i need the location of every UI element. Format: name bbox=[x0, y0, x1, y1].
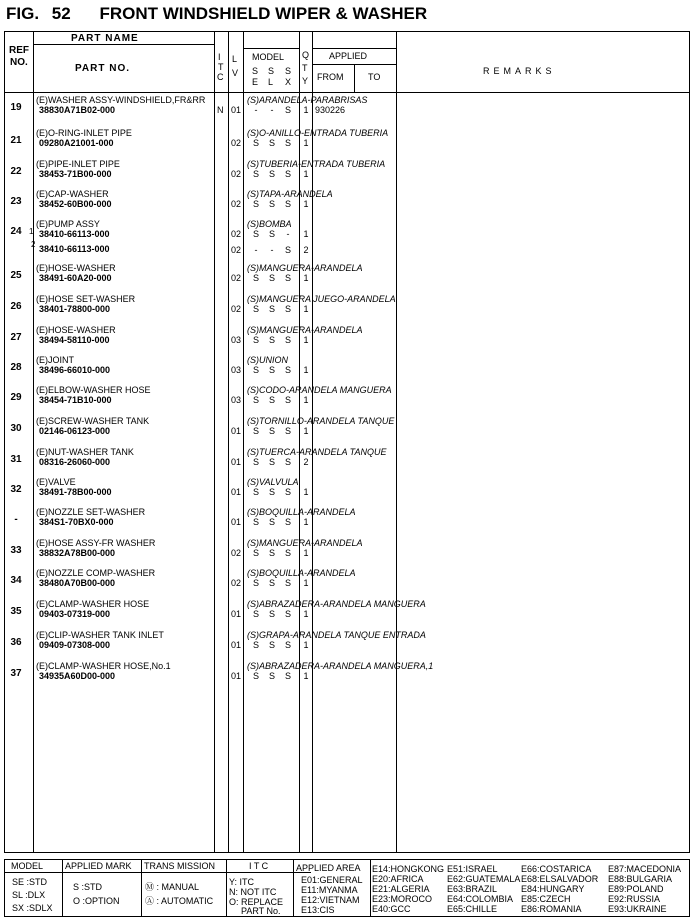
part-number: 09409-07308-000 bbox=[39, 640, 111, 650]
ref-header: REF bbox=[9, 45, 29, 56]
legend-area-item: E88:BULGARIA bbox=[608, 874, 673, 884]
qty-value: 1 bbox=[303, 229, 309, 239]
ref-number: 35 bbox=[10, 606, 22, 617]
part-name: (E)NUT-WASHER TANK bbox=[36, 447, 134, 457]
qty-value: 1 bbox=[303, 335, 309, 345]
model-mark: - bbox=[270, 105, 274, 115]
model-mark: S bbox=[268, 304, 275, 314]
table-row bbox=[5, 127, 689, 157]
model-code-x: X bbox=[285, 77, 292, 87]
legend-area-item: E65:CHILLE bbox=[447, 904, 498, 914]
qty-value: 1 bbox=[303, 517, 309, 527]
qty-header-y: Y bbox=[302, 76, 309, 86]
ref-number: 34 bbox=[10, 575, 22, 586]
remark: (S)MANGUERA JUEGO-ARANDELA bbox=[247, 294, 396, 304]
table-row bbox=[5, 446, 689, 476]
model-mark: S bbox=[284, 457, 291, 467]
part-number: 02146-06123-000 bbox=[39, 426, 111, 436]
model-mark: S bbox=[268, 395, 275, 405]
ref-number: 19 bbox=[10, 102, 22, 113]
table-row bbox=[5, 660, 689, 690]
table-row bbox=[5, 218, 689, 255]
lv-value: 02 bbox=[231, 273, 242, 283]
table-row bbox=[5, 598, 689, 628]
legend-area-header: APPLIED AREA bbox=[296, 863, 361, 873]
qty-value: 1 bbox=[303, 426, 309, 436]
part-number: 38480A70B00-000 bbox=[39, 578, 116, 588]
part-no-header: PART NO. bbox=[75, 63, 131, 74]
part-name: (E)ELBOW-WASHER HOSE bbox=[36, 385, 151, 395]
lv-value: 01 bbox=[231, 609, 242, 619]
remark: (S)MANGUERA-ARANDELA bbox=[247, 325, 363, 335]
ref-number: 27 bbox=[10, 332, 22, 343]
model-mark: S bbox=[284, 273, 291, 283]
table-row bbox=[5, 262, 689, 292]
lv-value: 03 bbox=[231, 335, 242, 345]
lv-value: 02 bbox=[231, 199, 242, 209]
model-mark: S bbox=[284, 335, 291, 345]
legend-area-item: E62:GUATEMALA bbox=[447, 874, 521, 884]
part-number: 38410-66113-000 bbox=[39, 229, 110, 239]
model-mark: S bbox=[268, 640, 275, 650]
model-mark: S bbox=[268, 517, 275, 527]
fig-number: 52 bbox=[51, 4, 71, 23]
parts-table bbox=[4, 31, 690, 853]
lv-value: 02 bbox=[231, 548, 242, 558]
model-mark: S bbox=[284, 426, 291, 436]
lv-value: 03 bbox=[231, 365, 242, 375]
table-row bbox=[5, 94, 689, 124]
model-mark: S bbox=[268, 426, 275, 436]
to-header: TO bbox=[368, 72, 381, 82]
qty-value: 1 bbox=[303, 640, 309, 650]
part-number: 38491-60A20-000 bbox=[39, 273, 112, 283]
legend-box bbox=[4, 859, 690, 917]
model-mark: S bbox=[284, 365, 291, 375]
legend-trans-auto: Ⓐ : AUTOMATIC bbox=[145, 896, 214, 906]
lv-value: 02 bbox=[231, 229, 242, 239]
remark: (S)GRAPA-ARANDELA TANQUE ENTRADA bbox=[247, 630, 426, 640]
part-number: 38454-71B10-000 bbox=[39, 395, 112, 405]
ref-number: 23 bbox=[10, 196, 22, 207]
model-mark: S bbox=[268, 199, 275, 209]
model-mark: S bbox=[268, 169, 275, 179]
model-mark: S bbox=[268, 138, 275, 148]
remark: (S)TUERCA-ARANDELA TANQUE bbox=[247, 447, 387, 457]
part-number: 38491-78B00-000 bbox=[39, 487, 112, 497]
remarks-header: REMARKS bbox=[483, 66, 556, 76]
legend-area-item: E86:ROMANIA bbox=[521, 904, 582, 914]
remark: (S)O-ANILLO-ENTRADA TUBERIA bbox=[247, 128, 389, 138]
lv-value: 02 bbox=[231, 304, 242, 314]
lv-value: 01 bbox=[231, 487, 242, 497]
model-mark: S bbox=[284, 578, 291, 588]
model-mark: S bbox=[252, 169, 259, 179]
lv-header-v: V bbox=[232, 68, 239, 78]
model-header: MODEL bbox=[252, 52, 285, 62]
remark: (S)UNION bbox=[247, 355, 288, 365]
lv-value: 02 bbox=[231, 245, 242, 255]
table-row bbox=[5, 629, 689, 659]
ref-number: - bbox=[14, 514, 18, 525]
model-mark: S bbox=[284, 671, 291, 681]
model-mark: S bbox=[252, 457, 259, 467]
model-mark: S bbox=[284, 640, 291, 650]
table-row bbox=[5, 567, 689, 597]
model-mark: - bbox=[286, 229, 290, 239]
qty-value: 1 bbox=[303, 105, 309, 115]
ref-no-header: NO. bbox=[10, 57, 28, 68]
table-row bbox=[5, 188, 689, 218]
legend-model-header: MODEL bbox=[11, 861, 44, 871]
model-mark: - bbox=[254, 245, 258, 255]
ref-number: 21 bbox=[10, 135, 22, 146]
model-mark: S bbox=[252, 640, 259, 650]
model-mark: S bbox=[268, 578, 275, 588]
remark: (S)BOQUILLA-ARANDELA bbox=[247, 507, 356, 517]
model-mark: S bbox=[252, 273, 259, 283]
table-row bbox=[5, 384, 689, 414]
legend-area-item: E40:GCC bbox=[372, 904, 411, 914]
legend-itc-header: I T C bbox=[249, 861, 269, 871]
model-mark: S bbox=[284, 105, 291, 115]
qty-header-t: T bbox=[302, 63, 308, 73]
legend-model-se: SE :STD bbox=[12, 877, 48, 887]
table-row bbox=[5, 415, 689, 445]
legend-area-item: E92:RUSSIA bbox=[608, 894, 661, 904]
model-mark: S bbox=[252, 365, 259, 375]
qty-value: 1 bbox=[303, 609, 309, 619]
part-name: (E)HOSE-WASHER bbox=[36, 325, 116, 335]
model-code-s1: S bbox=[252, 66, 259, 76]
legend-area-item: E23:MOROCO bbox=[372, 894, 433, 904]
lv-value: 02 bbox=[231, 169, 242, 179]
ref-number: 22 bbox=[10, 166, 22, 177]
part-number: 09280A21001-000 bbox=[39, 138, 114, 148]
legend-area-item: E21:ALGERIA bbox=[372, 884, 430, 894]
qty-value: 1 bbox=[303, 671, 309, 681]
legend-area-item: E14:HONGKONG bbox=[372, 864, 445, 874]
qty-value: 1 bbox=[303, 395, 309, 405]
model-mark: S bbox=[284, 304, 291, 314]
model-mark: S bbox=[284, 609, 291, 619]
part-number: 38830A71B02-000 bbox=[39, 105, 116, 115]
legend-area-item: E66:COSTARICA bbox=[521, 864, 592, 874]
legend-trans-manual: Ⓜ : MANUAL bbox=[145, 882, 200, 892]
legend-model-sx: SX :SDLX bbox=[12, 903, 53, 913]
legend-itc-partno: PART No. bbox=[241, 906, 281, 916]
legend-area-item: E51:ISRAEL bbox=[447, 864, 498, 874]
model-mark: S bbox=[252, 335, 259, 345]
legend-itc-n: N: NOT ITC bbox=[229, 887, 277, 897]
qty-value: 1 bbox=[303, 199, 309, 209]
lv-value: 01 bbox=[231, 457, 242, 467]
qty-value: 1 bbox=[303, 548, 309, 558]
lv-value: 01 bbox=[231, 640, 242, 650]
part-name: (E)NOZZLE COMP-WASHER bbox=[36, 568, 156, 578]
model-mark: S bbox=[284, 245, 291, 255]
model-mark: S bbox=[252, 487, 259, 497]
model-mark: S bbox=[252, 548, 259, 558]
model-mark: S bbox=[268, 365, 275, 375]
itc-header-i: I bbox=[218, 52, 221, 62]
legend-area-item: E68:ELSALVADOR bbox=[521, 874, 599, 884]
model-mark: S bbox=[268, 487, 275, 497]
lv-value: 01 bbox=[231, 517, 242, 527]
model-mark: S bbox=[268, 548, 275, 558]
model-mark: S bbox=[268, 273, 275, 283]
qty-value: 1 bbox=[303, 273, 309, 283]
part-name: (E)NOZZLE SET-WASHER bbox=[36, 507, 146, 517]
from-header: FROM bbox=[317, 72, 344, 82]
part-name: (E)CLIP-WASHER TANK INLET bbox=[36, 630, 164, 640]
model-mark: S bbox=[284, 169, 291, 179]
legend-area-e01: E01:GENERAL bbox=[301, 875, 363, 885]
part-name: (E)CLAMP-WASHER HOSE bbox=[36, 599, 150, 609]
legend-area-item: E64:COLOMBIA bbox=[447, 894, 514, 904]
legend-model-sl: SL :DLX bbox=[12, 890, 46, 900]
lv-header-l: L bbox=[232, 54, 238, 64]
ref-number: 30 bbox=[10, 423, 22, 434]
legend-area-item: E87:MACEDONIA bbox=[608, 864, 682, 874]
part-number: 38401-78800-000 bbox=[39, 304, 111, 314]
sub-index: 1 bbox=[29, 227, 34, 236]
legend-area-e12: E12:VIETNAM bbox=[301, 895, 360, 905]
itc-header-t: T bbox=[218, 62, 224, 72]
legend-area-item: E63:BRAZIL bbox=[447, 884, 498, 894]
model-mark: S bbox=[284, 199, 291, 209]
part-number: 38494-58110-000 bbox=[39, 335, 110, 345]
model-mark: S bbox=[268, 335, 275, 345]
part-number: 38832A78B00-000 bbox=[39, 548, 116, 558]
ref-number: 32 bbox=[10, 484, 22, 495]
table-row bbox=[5, 324, 689, 354]
part-number: 34935A60D00-000 bbox=[39, 671, 116, 681]
part-name: (E)HOSE-WASHER bbox=[36, 263, 116, 273]
legend-trans-header: TRANS MISSION bbox=[144, 861, 216, 871]
part-name-header: PART NAME bbox=[71, 33, 139, 44]
model-code-s3: S bbox=[285, 66, 292, 76]
sub-index: 2 bbox=[31, 240, 36, 249]
part-name: (E)O-RING-INLET PIPE bbox=[36, 128, 132, 138]
model-mark: S bbox=[284, 395, 291, 405]
fig-label: FIG. bbox=[6, 4, 40, 23]
lv-value: 01 bbox=[231, 105, 242, 115]
legend-mark-option: O :OPTION bbox=[73, 896, 120, 906]
qty-value: 1 bbox=[303, 578, 309, 588]
table-row bbox=[5, 537, 689, 567]
applied-from: 930226 bbox=[315, 105, 346, 115]
model-mark: S bbox=[252, 138, 259, 148]
part-name: (E)SCREW-WASHER TANK bbox=[36, 416, 150, 426]
part-number: 38453-71B00-000 bbox=[39, 169, 112, 179]
model-mark: S bbox=[252, 517, 259, 527]
ref-number: 31 bbox=[10, 454, 22, 465]
legend-itc-o: O: REPLACE bbox=[229, 897, 284, 907]
lv-value: 02 bbox=[231, 578, 242, 588]
part-name: (E)HOSE ASSY-FR WASHER bbox=[36, 538, 156, 548]
qty-value: 1 bbox=[303, 169, 309, 179]
part-number: 38496-66010-000 bbox=[39, 365, 111, 375]
legend-itc-y: Y: ITC bbox=[229, 877, 255, 887]
qty-value: 2 bbox=[303, 457, 309, 467]
part-name: (E)JOINT bbox=[36, 355, 74, 365]
model-mark: S bbox=[252, 609, 259, 619]
remark: (S)BOMBA bbox=[247, 219, 292, 229]
remark: (S)ABRAZADERA-ARANDELA MANGUERA bbox=[247, 599, 426, 609]
table-row bbox=[5, 354, 689, 384]
ref-number: 29 bbox=[10, 392, 22, 403]
ref-number: 26 bbox=[10, 301, 22, 312]
ref-number: 33 bbox=[10, 545, 22, 556]
ref-number: 28 bbox=[10, 362, 22, 373]
model-mark: - bbox=[270, 245, 274, 255]
remark: (S)ARANDELA-PARABRISAS bbox=[247, 95, 368, 105]
remark: (S)VALVULA bbox=[247, 477, 299, 487]
legend-area-item: E20:AFRICA bbox=[372, 874, 424, 884]
part-name: (E)WASHER ASSY-WINDSHIELD,FR&RR bbox=[36, 95, 206, 105]
model-mark: - bbox=[254, 105, 258, 115]
remark: (S)CODO-ARANDELA MANGUERA bbox=[247, 385, 392, 395]
part-number: 384S1-70BX0-000 bbox=[39, 517, 114, 527]
part-number: 38452-60B00-000 bbox=[39, 199, 112, 209]
model-mark: S bbox=[268, 609, 275, 619]
model-mark: S bbox=[268, 229, 275, 239]
model-code-l: L bbox=[268, 77, 274, 87]
model-mark: S bbox=[284, 138, 291, 148]
ref-number: 37 bbox=[10, 668, 22, 679]
qty-value: 1 bbox=[303, 365, 309, 375]
applied-header: APPLIED bbox=[329, 51, 368, 61]
lv-value: 01 bbox=[231, 426, 242, 436]
itc-value: N bbox=[217, 105, 224, 115]
table-row bbox=[5, 476, 689, 506]
page-title bbox=[6, 4, 427, 24]
model-mark: S bbox=[252, 578, 259, 588]
model-code-e: E bbox=[252, 77, 259, 87]
model-mark: S bbox=[284, 517, 291, 527]
lv-value: 01 bbox=[231, 671, 242, 681]
model-mark: S bbox=[252, 229, 259, 239]
itc-header-c: C bbox=[217, 72, 224, 82]
lv-value: 03 bbox=[231, 395, 242, 405]
remark: (S)TUBERIA-ENTRADA TUBERIA bbox=[247, 159, 386, 169]
legend-area-item: E93:UKRAINE bbox=[608, 904, 667, 914]
legend-area-item: E84:HUNGARY bbox=[521, 884, 585, 894]
legend-applied-mark-header: APPLIED MARK bbox=[65, 861, 132, 871]
ref-number: 36 bbox=[10, 637, 22, 648]
qty-value: 1 bbox=[303, 138, 309, 148]
part-name: (E)CAP-WASHER bbox=[36, 189, 109, 199]
part-name: (E)VALVE bbox=[36, 477, 76, 487]
model-mark: S bbox=[252, 199, 259, 209]
qty-value: 1 bbox=[303, 304, 309, 314]
ref-number: 24 bbox=[10, 226, 22, 237]
part-name: (E)HOSE SET-WASHER bbox=[36, 294, 136, 304]
model-mark: S bbox=[268, 457, 275, 467]
qty-value: 2 bbox=[303, 245, 309, 255]
model-mark: S bbox=[252, 304, 259, 314]
remark: (S)MANGUERA-ARANDELA bbox=[247, 538, 363, 548]
remark: (S)ABRAZADERA-ARANDELA MANGUERA,1 bbox=[247, 661, 434, 671]
remark: (S)TORNILLO-ARANDELA TANQUE bbox=[247, 416, 395, 426]
model-mark: S bbox=[252, 395, 259, 405]
part-name: (E)PUMP ASSY bbox=[36, 219, 100, 229]
qty-value: 1 bbox=[303, 487, 309, 497]
legend-area-e13: E13:CIS bbox=[301, 905, 335, 915]
table-row bbox=[5, 158, 689, 188]
remark: (S)BOQUILLA-ARANDELA bbox=[247, 568, 356, 578]
legend-area-item: E89:POLAND bbox=[608, 884, 664, 894]
part-number: 08316-26060-000 bbox=[39, 457, 111, 467]
part-number: 09403-07319-000 bbox=[39, 609, 111, 619]
model-mark: S bbox=[252, 426, 259, 436]
remark: (S)TAPA-ARANDELA bbox=[247, 189, 333, 199]
legend-mark-std: S :STD bbox=[73, 882, 103, 892]
model-mark: S bbox=[268, 671, 275, 681]
model-mark: S bbox=[284, 487, 291, 497]
ref-number: 25 bbox=[10, 270, 22, 281]
table-row bbox=[5, 506, 689, 536]
remark: (S)MANGUERA-ARANDELA bbox=[247, 263, 363, 273]
part-name: (E)CLAMP-WASHER HOSE,No.1 bbox=[36, 661, 171, 671]
fig-title: FRONT WINDSHIELD WIPER & WASHER bbox=[99, 4, 428, 23]
model-mark: S bbox=[252, 671, 259, 681]
lv-value: 02 bbox=[231, 138, 242, 148]
qty-header-q: Q bbox=[302, 50, 310, 60]
part-name: (E)PIPE-INLET PIPE bbox=[36, 159, 120, 169]
part-number: 38410-66113-000 bbox=[39, 244, 110, 254]
legend-area-item: E85:CZECH bbox=[521, 894, 571, 904]
legend-area-e11: E11:MYANMA bbox=[301, 885, 358, 895]
table-row bbox=[5, 293, 689, 323]
model-mark: S bbox=[284, 548, 291, 558]
model-code-s2: S bbox=[268, 66, 275, 76]
